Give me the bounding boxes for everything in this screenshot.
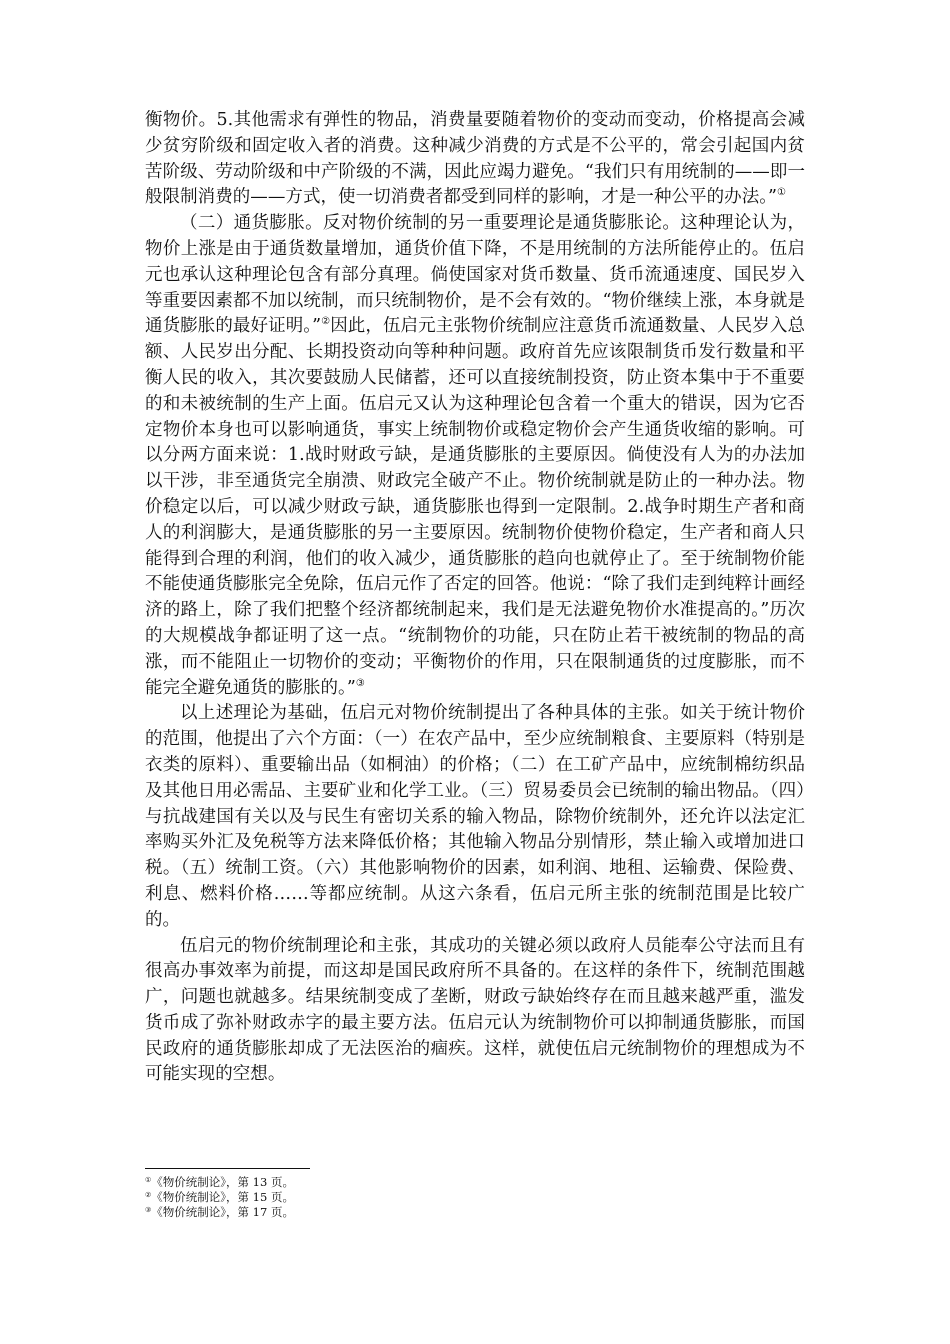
body-text bbox=[145, 108, 805, 1088]
footnote-2 bbox=[145, 1190, 545, 1205]
paragraph-text: 伍启元的物价统制理论和主张，其成功的关键必须以政府人员能奉公守法而且有很高办事效率为前提，而这却是国民政府所不具备的。在这样的条件下，统制范围越广，问题也就越多。结果统制变成了垄断，财政亏缺始终存在而且越来越严重，滥发货币成了弥补财政赤字的最主要方法。伍启元认为统制物价可以抑制通货膨胀，而国民政府的通货膨胀却成了无法医治的痼疾。这样，就使伍启元统制物价的理想成为不可能实现的空想。 bbox=[145, 935, 805, 1085]
footnote-text: 《物价统制论》，第 13 页。 bbox=[151, 1175, 294, 1189]
footnote-reference-1: ① bbox=[777, 187, 787, 199]
paragraph-2 bbox=[145, 211, 805, 701]
footnotes bbox=[145, 1168, 545, 1220]
footnote-3 bbox=[145, 1205, 545, 1220]
footnote-reference-3: ③ bbox=[355, 677, 365, 689]
footnote-separator bbox=[145, 1168, 310, 1169]
paragraph-3 bbox=[145, 701, 805, 933]
paragraph-1 bbox=[145, 108, 805, 211]
footnote-mark: ③ bbox=[145, 1206, 152, 1214]
document-page bbox=[145, 108, 805, 1088]
footnote-mark: ① bbox=[145, 1176, 152, 1184]
paragraph-text: 衡物价。5.其他需求有弹性的物品，消费量要随着物价的变动而变动，价格提高会减少贫穷阶级和固定收入者的消费。这种减少消费的方式是不公平的，常会引起国内贫苦阶级、劳动阶级和中产阶级的不满，因此应竭力避免。“我们只有用统制的——即一般限制消费的——方式，使一切消费者都受到同样的影响，才是一种公平的办法。” bbox=[145, 110, 805, 208]
footnote-reference-2: ② bbox=[321, 316, 331, 328]
footnote-text: 《物价统制论》，第 15 页。 bbox=[151, 1190, 294, 1204]
paragraph-text: （二）通货膨胀。反对物价统制的另一重要理论是通货膨胀论。这种理论认为，物价上涨是由于通货数量增加，通货价值下降，不是用统制的方法所能停止的。伍启元也承认这种理论包含有部分真理。倘使国家对货币数量、货币流通速度、国民岁入等重要因素都不加以统制，而只统制物价，是不会有效的。“物价继续上涨，本身就是通货膨胀的最好证明。” bbox=[145, 213, 805, 337]
paragraph-4 bbox=[145, 934, 805, 1089]
footnote-1 bbox=[145, 1175, 545, 1190]
footnote-mark: ② bbox=[145, 1191, 152, 1199]
paragraph-text: 以上述理论为基础，伍启元对物价统制提出了各种具体的主张。如关于统计物价的范围，他提出了六个方面：（一）在农产品中，至少应统制粮食、主要原料（特别是衣类的原料）、重要输出品（如桐油）的价格；（二）在工矿产品中，应统制棉纺织品及其他日用必需品、主要矿业和化学工业。（三）贸易委员会已统制的输出物品。（四）与抗战建国有关以及与民生有密切关系的输入物品，除物价统制外，还允许以法定汇率购买外汇及免税等方法来降低价格；其他输入物品分别情形，禁止输入或增加进口税。（五）统制工资。（六）其他影响物价的因素，如利润、地租、运输费、保险费、利息、燃料价格……等都应统制。从这六条看，伍启元所主张的统制范围是比较广的。 bbox=[145, 703, 805, 930]
paragraph-text: 因此，伍启元主张物价统制应注意货币流通数量、人民岁入总额、人民岁出分配、长期投资动向等种种问题。政府首先应该限制货币发行数量和平衡人民的收入，其次要鼓励人民储蓄，还可以直接统制投资，防止资本集中于不重要的和未被统制的生产上面。伍启元又认为这种理论包含着一个重大的错误，因为它否定物价本身也可以影响通货，事实上统制物价或稳定物价会产生通货收缩的影响。可以分两方面来说：1.战时财政亏缺，是通货膨胀的主要原因。倘使没有人为的办法加以干涉，非至通货完全崩溃、财政完全破产不止。物价统制就是防止的一种办法。物价稳定以后，可以减少财政亏缺，通货膨胀也得到一定限制。2.战争时期生产者和商人的利润膨大，是通货膨胀的另一主要原因。统制物价使物价稳定，生产者和商人只能得到合理的利润，他们的收入减少，通货膨胀的趋向也就停止了。至于统制物价能不能使通货膨胀完全免除，伍启元作了否定的回答。他说：“除了我们走到纯粹计画经济的路上，除了我们把整个经济都统制起来，我们是无法避免物价水准提高的。”历次的大规模战争都证明了这一点。“统制物价的功能，只在防止若干被统制的物品的高涨，而不能阻止一切物价的变动；平衡物价的作用，只在限制通货的过度膨胀，而不能完全避免通货的膨胀的。” bbox=[145, 316, 805, 698]
footnote-text: 《物价统制论》，第 17 页。 bbox=[151, 1205, 294, 1219]
